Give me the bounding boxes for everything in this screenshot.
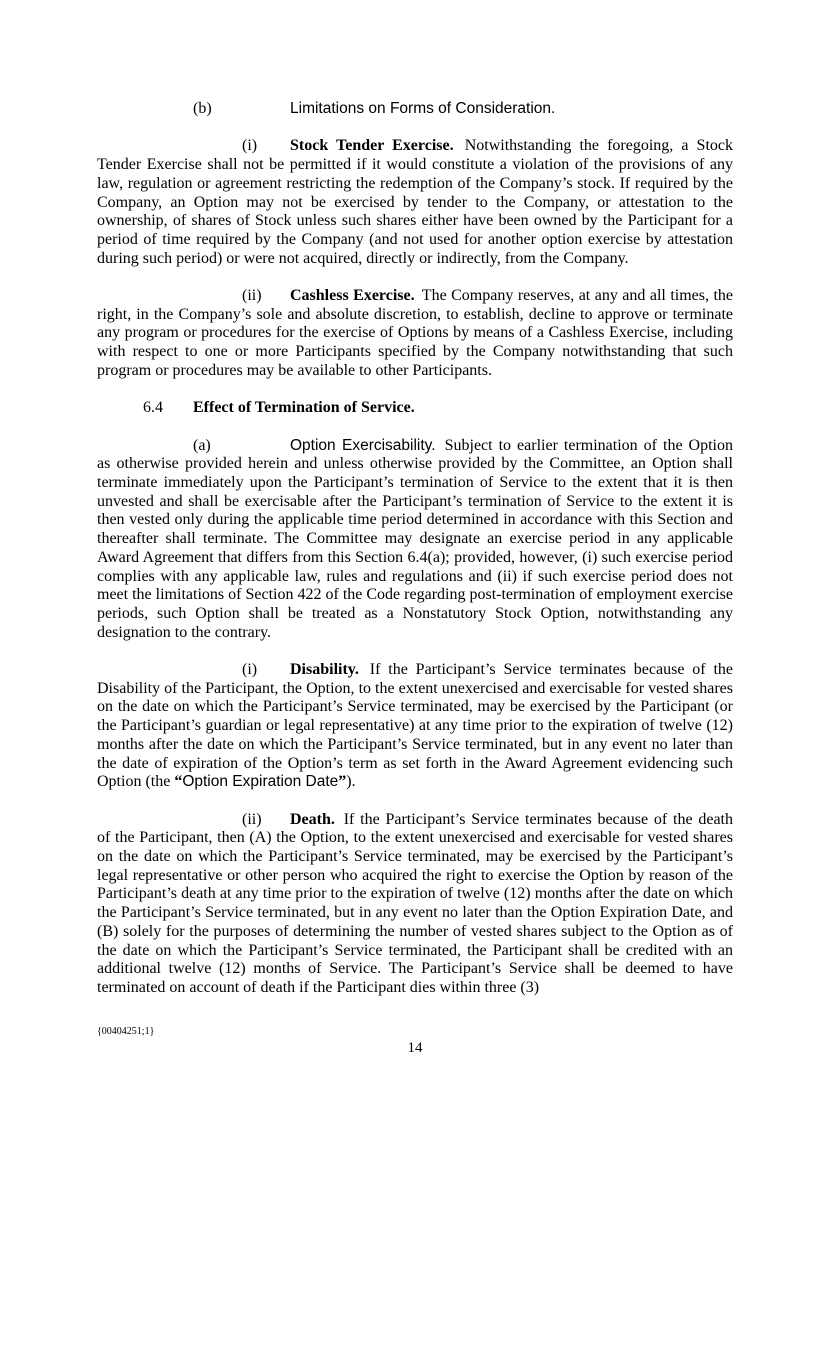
close-quote: ” xyxy=(338,773,347,791)
defined-term-option-expiration-date: Option Expiration Date xyxy=(182,773,339,791)
clause-label: (a) xyxy=(193,436,211,454)
clause-body-text-end: ). xyxy=(346,773,356,791)
clause-body-text: Subject to earlier termination of the Option as otherwise provided herein and unless otherwise provided by the Committee, an Option shall terminate immediately upon the Participant’s termination of Service to the extent that it is then unvested and shall be exercisable after the Participant’s termination of Service to the extent it is then vested only during the applicable time period determined in accordance with this Section and thereafter shall terminate. The Committee may designate an exercise period in any applicable Award Agreement that differs from this Section 6.4(a); provided, however, (i) such exercise period complies with any applicable law, rules and regulations and (ii) if such exercise period does not meet the limitations of Section 422 of the Code regarding post-termination of employment exercise periods, such Option shall be treated as a Nonstatutory Stock Option, notwithstanding any designation to the contrary. xyxy=(97,436,733,641)
clause-title: Stock Tender Exercise. xyxy=(290,137,454,155)
para-option-exercisability xyxy=(97,437,733,643)
clause-body-text: The Company reserves, at any and all times, the right, in the Company’s sole and absolute discretion, to establish, decline to approve or terminate any program or procedures for the exercise of Options by means of a Cashless Exercise, including with respect to one or more Participants specified by the Company notwithstanding that such program or procedures may be available to other Participants. xyxy=(97,287,733,379)
clause-label: (i) xyxy=(242,661,258,679)
clause-label: (ii) xyxy=(242,810,262,828)
clause-body-text: If the Participant’s Service terminates because of the death of the Participant, then (A) the Option, to the extent unexercised and exercisable for vested shares on the date on which the Participant’s Service terminated, may be exercised by the Participant’s legal representative or other person who acquired the right to exercise the Option by reason of the Participant’s death at any time prior to the expiration of twelve (12) months after the date on which the Participant’s Service terminated, but in any event no later than the Option Expiration Date, and (B) solely for the purposes of determining the number of vested shares subject to the Option as of the date on which the Participant’s Service terminated, the Participant shall be credited with an additional twelve (12) months of Service. The Participant’s Service shall be deemed to have terminated on account of death if the Participant dies within three (3) xyxy=(97,810,733,996)
para-disability xyxy=(97,661,733,792)
clause-body-text: If the Participant’s Service terminates because of the Disability of the Participant, the Option, to the extent unexercised and exercisable for vested shares on the date on which the Participant’s Service terminated, may be exercised by the Participant (or the Participant’s guardian or legal representative) at any time prior to the expiration of twelve (12) months after the date on which the Participant’s Service terminated, but in any event no later than the date of expiration of the Option’s term as set forth in the Award Agreement evidencing such Option (the xyxy=(97,661,734,791)
para-stock-tender-exercise xyxy=(97,137,733,268)
page-number: 14 xyxy=(407,1040,423,1056)
clause-label: (ii) xyxy=(242,287,262,304)
section-number: 6.4 xyxy=(143,399,163,417)
open-quote: “ xyxy=(174,773,183,791)
clause-body-text: Notwithstanding the foregoing, a Stock Tender Exercise shall not be permitted if it would constitute a violation of the provisions of any law, regulation or agreement restricting the redemption of the Company’s stock. If required by the Company, an Option may not be exercised by tender to the Company, or attestation to the ownership, of shares of Stock unless such shares either have been owned by the Participant for a period of time required by the Company (and not used for another option exercise by attestation during such period) or were not acquired, directly or indirectly, from the Company. xyxy=(97,137,733,267)
heading-effect-of-termination-of-service xyxy=(97,399,733,418)
section-title: Effect of Termination of Service. xyxy=(193,399,415,417)
clause-title: Death. xyxy=(290,810,335,828)
clause-title: Cashless Exercise. xyxy=(290,287,415,304)
footer-doc-id: {00404251;1} xyxy=(97,1026,155,1037)
document-body xyxy=(97,100,733,1016)
para-death xyxy=(97,811,733,998)
clause-title: Option Exercisability. xyxy=(290,436,436,454)
clause-title: Disability. xyxy=(290,661,359,679)
clause-label: (b) xyxy=(193,100,212,117)
clause-title: Limitations on Forms of Consideration. xyxy=(290,100,556,117)
heading-limitations-on-forms-of-consideration xyxy=(97,100,733,119)
para-cashless-exercise xyxy=(97,287,733,381)
clause-label: (i) xyxy=(242,137,258,155)
